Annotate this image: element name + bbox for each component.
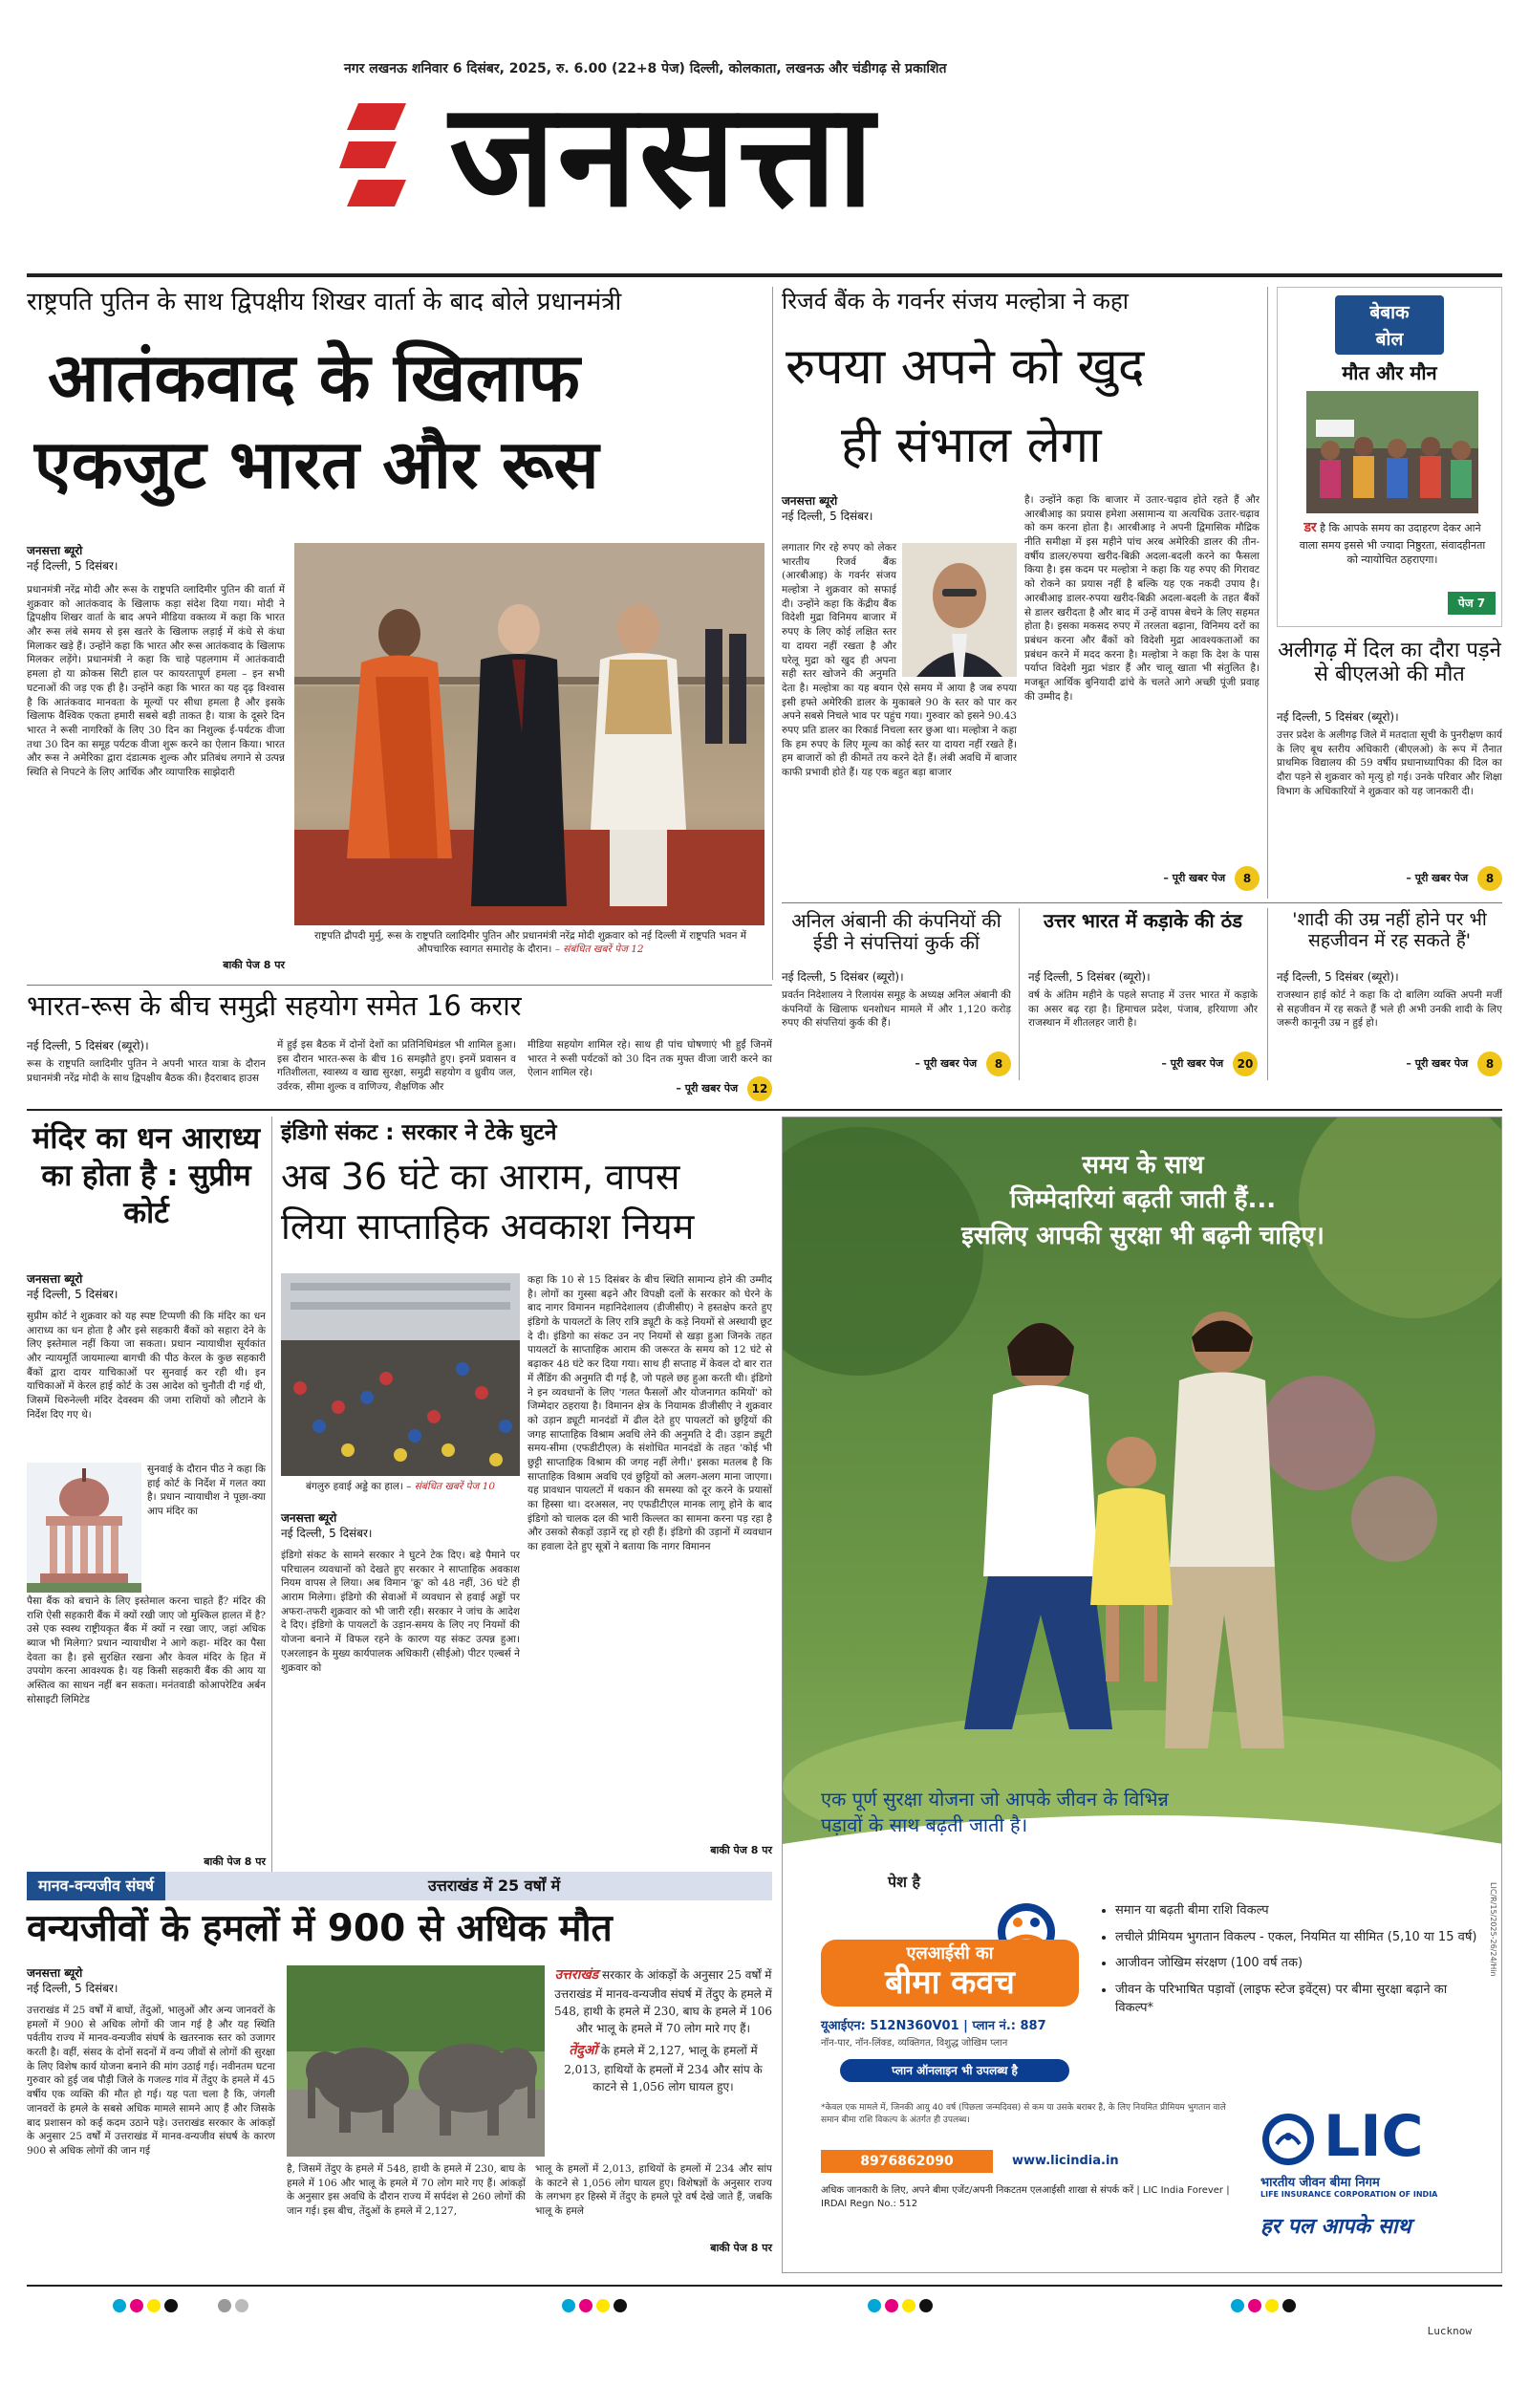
lic-uin: यूआईएन: 512N360V01 | प्लान नं.: 887 [821, 2019, 1046, 2033]
reg-mark-icon [147, 2299, 161, 2312]
rbi-continued-page: 8 [1235, 866, 1260, 891]
wildlife-stats [554, 1965, 772, 2157]
airport-crowd-photo [281, 1273, 520, 1476]
bebak-teaser-text: है कि आपके समय का उदाहरण देकर आने वाला समय इससे भी ज्यादा निष्ठुरता, संवादहीनता को न्यायोचित ठहराएगा। [1299, 522, 1486, 566]
masthead [0, 0, 1529, 272]
temple-dateline: नई दिल्ली, 5 दिसंबर। [27, 1288, 118, 1302]
lead-continued: बाकी पेज 8 पर [223, 959, 285, 971]
column-rule [1267, 908, 1268, 1080]
rbi-continued-text: – पूरी खबर पेज [1163, 872, 1226, 884]
section-rule [782, 902, 1502, 903]
marriage-continued [1277, 1052, 1502, 1076]
wildlife-byline-name: जनसत्ता ब्यूरो [27, 1966, 83, 1980]
blo-headline: अलीगढ़ में दिल का दौरा पड़ने से बीएलओ की मौत [1278, 639, 1501, 687]
lic-ad-background [783, 1117, 1502, 2273]
lic-emblem-icon [1260, 2108, 1316, 2171]
lic-tagline-1: समय के साथ [1082, 1151, 1204, 1180]
blo-continued-page: 8 [1477, 866, 1502, 891]
bebak-teaser-lead: डर [1303, 520, 1317, 535]
indigo-body-col2: कहा कि 10 से 15 दिसंबर के बीच स्थिति सामान्य होने की उम्मीद है। लोगों का गुस्सा बढ़ने और विपक्षी दलों के सरकार को घेरने के बाद नागर विमानन महानिदेशालय (डीजीसीए) ने हस्तक्षेप करते हुए इंडिगो के पायलटों के लिए रात्रि ड्यूटी के कड़े नियमों से अस्थायी छूट दे दी। इंडिगो का संकट उन नए नियमों से खड़ा हुआ जिनके तहत पायलटों के साप्ताहिक आराम की जरूरत के समय को 12 घंटे से बढ़ाकर 48 घंटे कर दिया गया। साथ ही सप्ताह में केवल दो बार रात में लैंडिंग की अनुमति दी गई है, जो पहले छह हुआ करती थी। इंडिगो ने इन व्यवधानों के लिए 'गलत फैसलों और योजनागत कमियों' को जिम्मेदार ठहराया है। विमानन क्षेत्र के नियामक डीजीसीए ने शुक्रवार को उड़ान ड्यूटी मानदंडों में ढील देते हुए पायलटों को छुट्टियों की जगह साप्ताहिक विश्राम अवधि लेने की अनुमति दे दी। उड़ान ड्यूटी समय-सीमा (एफडीटीएल) के संशोधित मानदंडों के तहत 'कोई भी छुट्टी साप्ताहिक विश्राम की जगह नहीं लेगी।' इसका मतलब है कि साप्ताहिक विश्राम अवधि एवं छुट्टियों को अलग-अलग माना जाएगा। यह प्रावधान पायलटों में थकान की समस्या को दूर करने के प्रयासों का हिस्सा था। दरअसल, नए एफडीटीएल मानक लागू होने के बाद इंडिगो को चालक दल की भारी किल्लत का सामना करना पड़ रहा है और उसको सैकड़ों उड़ानें रद्द हो रही हैं। इंडिगो की उड़ानों में व्यवधान का हवाला देते हुए सूत्रों ने बताया कि नागर विमानन [528, 1274, 772, 1553]
bottom-rule [27, 2285, 1502, 2287]
blo-dateline: नई दिल्ली, 5 दिसंबर (ब्यूरो)। [1277, 710, 1399, 724]
masthead-title: जनसत्ता [449, 73, 876, 239]
lead-byline-name: जनसत्ता ब्यूरो [27, 544, 83, 557]
masthead-dateline: नगर लखनऊ शनिवार 6 दिसंबर, 2025, रु. 6.00 (22+8 पेज) दिल्ली, कोलकाता, लखनऊ और चंडीगढ़ से प्रकाशित [344, 61, 947, 76]
lead-headline-line1: आतंकवाद के खिलाफ [48, 338, 580, 417]
reg-mark-icon [235, 2299, 248, 2312]
temple-headline: मंदिर का धन आराध्य का होता है : सुप्रीम कोर्ट [32, 1121, 261, 1230]
lic-disclaimer: *केवल एक मामले में, जिनकी आयु 40 वर्ष (पिछला जन्मदिवस) से कम या उसके बराबर है, के लिए नियमित प्रीमियम भुगतान वाले समान बीमा राशि विकल्प के अंतर्गत ही उपलब्ध। [821, 2103, 1226, 2125]
wildlife-body-col1: उत्तराखंड में 25 वर्षों में बाघों, तेंदुओं, भालुओं और अन्य जानवरों के हमलों में 900 से अधिक लोगों की जान गई है और यह स्थिति पर्वतीय राज्य में मानव-वन्यजीव संघर्ष के खतरनाक स्तर को उजागर करती है। वहीं, संसद के दोनों सदनों में वन्य जीवों से लोगों की सुरक्षा के लिए विशेष कार्य योजना बनाने की मांग उठाई गई। नवीनतम घटना गुरुवार को हुई जब पौड़ी जिले के गजल्ड गांव में तेंदुए के हमले में 45 वर्षीय एक व्यक्ति की मौत हो गई। यह पता चला है कि, जंगली जानवरों के हमले के सबसे अधिक मामले सामने आए हैं और जिसके बाद प्रशासन को कई कदम उठाने पड़े। उत्तराखंड सरकार के आंकड़ों के अनुसार 25 वर्षों में उत्तराखंड में मानव-वन्यजीव संघर्ष के कारण 900 से अधिक लोगों की जान गई [27, 2005, 275, 2157]
wildlife-stat-para1 [554, 1965, 772, 2037]
lic-tagline-2: जिम्मेदारियां बढ़ती जाती हैं... [1009, 1185, 1277, 1214]
temple-byline-name: जनसत्ता ब्यूरो [27, 1272, 83, 1286]
wildlife-byline [27, 1965, 275, 1996]
supreme-court-photo [27, 1463, 141, 1593]
lic-subline: एक पूर्ण सुरक्षा योजना जो आपके जीवन के विभिन्न पड़ावों के साथ बढ़ती जाती है। [821, 1788, 1169, 1836]
indigo-byline-name: जनसत्ता ब्यूरो [281, 1511, 337, 1525]
cold-continued [1028, 1052, 1258, 1076]
rbi-byline-name: जनसत्ता ब्यूरो [782, 494, 838, 508]
bebak-page: पेज 7 [1448, 592, 1496, 615]
bebak-badge-line1: बेबाक [1369, 302, 1410, 323]
reg-mark-icon [919, 2299, 933, 2312]
lead-photo [294, 543, 764, 925]
lead-photo-caption [306, 929, 755, 956]
anil-continued [782, 1052, 1011, 1076]
lead-photo-caption-ref: – संबंधित खबरें पेज 12 [554, 944, 644, 956]
temple-body-side: सुनवाई के दौरान पीठ ने कहा कि हाई कोर्ट के निर्देश में गलत क्या है। प्रधान न्यायाधीश ने पूछा-क्या आप मंदिर का [147, 1464, 266, 1518]
lead-headline-line2: एकजुट भारत और रूस [34, 425, 599, 504]
cold-continued-text: – पूरी खबर पेज [1161, 1057, 1224, 1070]
reg-mark-icon [130, 2299, 143, 2312]
blo-continued [1277, 866, 1502, 891]
color-registration-strip [27, 2296, 1502, 2315]
leaders-photo-illustration [294, 543, 764, 925]
cold-dateline: नई दिल्ली, 5 दिसंबर (ब्यूरो)। [1028, 970, 1151, 984]
maritime-body-col1: रूस के राष्ट्रपति व्लादिमीर पुतिन ने अपनी भारत यात्रा के दौरान प्रधानमंत्री नरेंद्र मोदी के साथ द्विपक्षीय बैठक की। हैदराबाद हाउस [27, 1058, 266, 1084]
wildlife-section-bar [27, 1872, 772, 1900]
reg-mark-icon [1231, 2299, 1244, 2312]
reg-mark-icon [885, 2299, 898, 2312]
temple-body-bottom: पैसा बैंक को बचाने के लिए इस्तेमाल करना चाहते हैं? मंदिर की राशि ऐसी सहकारी बैंक में क्यों रखी जाए जो मुश्किल हालत में है? उसे एक स्वस्थ राष्ट्रीयकृत बैंक में क्यों न रखा जाए, जहां अधिक ब्याज भी मिलेगा? प्रधान न्यायाधीश ने आगे कहा- मंदिर का पैसा देवता का है। इसे सुरक्षित रखना और केवल मंदिर के हित में उपयोग करना आवश्यक है। यह किसी सहकारी बैंक की आय या अस्तित्व का साधन नहीं बन सकता। मनंतवाडी कोआपरेटिव अर्बन सोसाइटी लिमिटेड [27, 1595, 266, 1705]
indigo-continued: बाकी पेज 8 पर [710, 1844, 772, 1856]
indigo-photo-caption-text: बंगलुरु हवाई अड्डे का हाल। – [305, 1481, 412, 1492]
lic-ad [782, 1117, 1502, 2273]
column-rule [772, 287, 773, 980]
maritime-continued-text: – पूरी खबर पेज [676, 1082, 739, 1095]
masthead-rule [27, 273, 1502, 277]
indigo-photo-caption [281, 1480, 520, 1493]
bebak-badge-line2: बोल [1375, 329, 1404, 350]
city-mark: Lucknow [1427, 2325, 1472, 2337]
reg-mark-icon [1248, 2299, 1261, 2312]
indigo-byline [281, 1510, 520, 1541]
maritime-headline: भारत-रूस के बीच समुद्री सहयोग समेत 16 करार [27, 989, 522, 1022]
bebak-photo [1306, 391, 1478, 513]
maritime-continued [528, 1076, 772, 1101]
lic-feature: • जीवन के परिभाषित पड़ावों (लाइफ स्टेज इवेंट्स) पर बीमा सुरक्षा बढ़ाने का विकल्प* [1115, 1981, 1480, 2018]
lic-website[interactable]: www.licindia.in [1012, 2154, 1119, 2168]
reg-mark-icon [614, 2299, 627, 2312]
lic-phone[interactable]: 8976862090 [821, 2150, 993, 2173]
rbi-body-col1 [782, 541, 1017, 893]
wildlife-stat-lead2: तेंदुओं [569, 2043, 598, 2058]
lic-hindi: भारतीय जीवन बीमा निगम [1260, 2176, 1380, 2190]
wildlife-body-col3: भालू के हमलों में 2,013, हाथियों के हमलों में 234 और सांप के काटने से 1,056 लोग घायल हुए। विशेषज्ञों के अनुसार राज्य के लगभग हर हिस्से में तेंदुए के हमले पूरे वर्ष देखे जाते हैं, जबकि भालू के हमले [535, 2163, 772, 2218]
blo-body: उत्तर प्रदेश के अलीगढ़ जिले में मतदाता सूची के पुनरीक्षण कार्य के लिए बूथ स्तरीय अधिकारी (बीएलओ) के रूप में तैनात प्राथमिक विद्यालय की 59 वर्षीय प्रधानाध्यापिका की दिल का दौरा पड़ने से शुक्रवार को मृत्यु हो गई। उनके परिवार और शिक्षा विभाग के अधिकारियों ने शुक्रवार को यह जानकारी दी। [1277, 729, 1502, 797]
lic-feature: • आजीवन जोखिम संरक्षण (100 वर्ष तक) [1115, 1954, 1480, 1973]
lead-kicker: राष्ट्रपति पुतिन के साथ द्विपक्षीय शिखर वार्ता के बाद बोले प्रधानमंत्री [27, 288, 622, 316]
lic-plan-line1: एलआईसी का [906, 1943, 994, 1963]
cold-body: वर्ष के अंतिम महीने के पहले सप्ताह में उत्तर भारत में कड़ाके का असर बढ़ रहा है। हिमाचल प्रदेश, पंजाब, हरियाणा और राजस्थान में शीतलहर जारी है। [1028, 989, 1258, 1030]
bima-kavach-logo [821, 1901, 1079, 2007]
rbi-byline [782, 493, 1011, 524]
blo-continued-text: – पूरी खबर पेज [1406, 872, 1469, 884]
indigo-body-col1: इंडिगो संकट के सामने सरकार ने घुटने टेक दिए। बड़े पैमाने पर परिचालन व्यवधानों को देखते हुए सरकार ने साप्ताहिक अवकाश नियम वापस ले लिया। अब विमान 'क्रू' को 48 नहीं, 36 घंटे ही आराम मिलेगा। इंडिगो की सेवाओं में व्यवधान से हवाई अड्डों पर अफरा-तफरी शुक्रवार को भी जारी रही। सरकार ने जांच के आदेश दे दिए। इंडिगो के पायलटों के उड़ान-समय के लिए नए नियमों की योजना बनाने में विफल रहने के कारण यह संकट उत्पन्न हुआ। एअरलाइन के मुख्य कार्यपालक अधिकारी (सीईओ) पीटर एल्बर्स ने शुक्रवार को [281, 1550, 520, 1674]
reg-mark-icon [164, 2299, 178, 2312]
lic-ref-code: LIC/R/15/2025-26/24/Hin [1489, 1882, 1497, 1977]
rbi-governor-portrait [902, 543, 1017, 677]
column-rule [1019, 908, 1020, 1080]
section-rule-thick [27, 1109, 1502, 1111]
rbi-kicker: रिजर्व बैंक के गवर्नर संजय मल्होत्रा ने कहा [782, 288, 1129, 315]
cold-headline: उत्तर भारत में कड़ाके की ठंड [1043, 909, 1242, 932]
temple-continued: बाकी पेज 8 पर [204, 1855, 266, 1868]
wildlife-dateline: नई दिल्ली, 5 दिसंबर। [27, 1982, 118, 1996]
wildlife-kicker: उत्तराखंड में 25 वर्षों में [428, 1877, 561, 1895]
reg-mark-icon [596, 2299, 610, 2312]
marriage-continued-text: – पूरी खबर पेज [1406, 1057, 1469, 1070]
maritime-body-col2: में हुई इस बैठक में दोनों देशों का प्रतिनिधिमंडल भी शामिल हुआ। इस दौरान भारत-रूस के बीच 16 समझौते हुए। इनमें प्रवासन व गतिशीलता, स्वास्थ्य व खाद्य सुरक्षा, समुद्री सहयोग व ध्रुवीय जल, उर्वरक, सीमा शुल्क व वाणिज्य, शैक्षणिक और [277, 1039, 516, 1094]
lead-dateline: नई दिल्ली, 5 दिसंबर। [27, 559, 118, 574]
section-rule [27, 985, 772, 986]
anil-continued-page: 8 [986, 1052, 1011, 1076]
wildlife-stat-text2: के हमले में 2,127, भालू के हमलों में 2,013, हाथियों के हमलों में 234 और सांप के काटने से 1,056 लोग घायल हुए। [564, 2044, 763, 2093]
rbi-headline-line1: रुपया अपने को खुद [786, 338, 1145, 396]
lic-footer: अधिक जानकारी के लिए, अपने बीमा एजेंट/अपनी निकटतम एलआईसी शाखा से संपर्क करें | LIC India Forever | IRDAI Regn No.: 512 [821, 2185, 1230, 2209]
lic-plan-line2: बीमा कवच [885, 1963, 1015, 2002]
lead-photo-caption-text: राष्ट्रपति द्रौपदी मुर्मु, रूस के राष्ट्रपति व्लादिमीर पुतिन और प्रधानमंत्री नरेंद्र मोदी शुक्रवार को नई दिल्ली में राष्ट्रपति भवन में औपचारिक स्वागत समारोह के दौरान। [313, 930, 747, 956]
wildlife-body-col2: है, जिसमें तेंदुए के हमले में 548, हाथी के हमले में 230, बाघ के हमले में 106 और भालू के हमले में 70 लोग मारे गए हैं। आंकड़ों के अनुसार इस अवधि के दौरान राज्य में सर्पदंश से 260 लोगों की जान गई। इस बीच, तेंदुओं के हमले में 2,127, [287, 2163, 526, 2218]
indigo-dateline: नई दिल्ली, 5 दिसंबर। [281, 1527, 373, 1541]
reg-mark-icon [562, 2299, 575, 2312]
marriage-continued-page: 8 [1477, 1052, 1502, 1076]
anil-dateline: नई दिल्ली, 5 दिसंबर (ब्यूरो)। [782, 970, 904, 984]
marriage-dateline: नई दिल्ली, 5 दिसंबर (ब्यूरो)। [1277, 970, 1399, 984]
reg-mark-icon [113, 2299, 126, 2312]
marriage-body: राजस्थान हाई कोर्ट ने कहा कि दो बालिग व्यक्ति अपनी मर्जी से सहजीवन में रह सकते हैं भले ही अभी उनकी शादी के लिए जरूरी कानूनी उम्र न हुई हो। [1277, 989, 1502, 1030]
temple-body-top: सुप्रीम कोर्ट ने शुक्रवार को यह स्पष्ट टिप्पणी की कि मंदिर का धन आराध्य का धन होता है और इसे सहकारी बैंकों को सहारा देने के लिए इस्तेमाल नहीं किया जा सकता। प्रधान न्यायाधीश सूर्यकांत और न्यायमूर्ति जायमाल्या बागची की पीठ केरल के कुछ सहकारी बैंकों द्वारा दायर याचिकाओं पर सुनवाई कर रही थी। इन याचिकाओं में केरल हाई कोर्ट के उस आदेश को चुनौती दी गई थी, जिसमें थिरुनेल्ली मंदिर देवस्वम की जमा राशियों को लौटाने के निर्देश दिए गए थे। [27, 1311, 266, 1421]
wildlife-stat-text1: सरकार के आंकड़ों के अनुसार 25 वर्षों में उत्तराखंड में मानव-वन्यजीव संघर्ष में तेंदुए के हमले में 548, हाथी के हमले में 230, बाघ के हमले में 106 और भालू के हमले में 70 लोग मारे गए हैं। [554, 1968, 772, 2035]
temple-byline [27, 1271, 266, 1302]
lic-tagline-3: इसलिए आपकी सुरक्षा भी बढ़नी चाहिए। [961, 1222, 1324, 1250]
indigo-headline-line1: अब 36 घंटे का आराम, वापस [281, 1156, 680, 1198]
rbi-body-col1-text: लगातार गिर रहे रुपए को लेकर भारतीय रिजर्व बैंक (आरबीआइ) के गवर्नर संजय मल्होत्रा ने शुक्रवार को सफाई दी। उन्होंने कहा कि केंद्रीय बैंक विदेशी मुद्रा विनिमय बाजार में रुपए के लिए कोई लक्षित स्तर या दायरा नहीं रखता है और घरेलू मुद्रा को खुद ही अपना सही स्तर खोजने की अनुमति देता है। मल्होत्रा का यह बयान ऐसे समय में आया है जब रुपया इसी हफ्ते अमेरिकी डालर के मुकाबले 90 के स्तर को पार कर अपने सबसे निचले भाव पर पहुंच गया। गुरुवार को इसने 90.43 रुपए प्रति डालर का रिकार्ड निचला स्तर छुआ था। मल्होत्रा ने कहा कि हम रुपए के लिए मूल्य का कोई स्तर या दायरा नहीं रखते हैं। हम बाजारों को ही कीमतें तय करने देते हैं। लंबी अवधि में बाजार काफी प्रभावी होते हैं। यह एक बहुत बड़ा बाजार [782, 542, 1017, 778]
column-rule [271, 1117, 272, 1872]
lead-body: प्रधानमंत्री नरेंद्र मोदी और रूस के राष्ट्रपति व्लादिमीर पुतिन की वार्ता में शुक्रवार को आतंकवाद के खिलाफ कड़ा संदेश दिया गया। मोदी ने द्विपक्षीय शिखर वार्ता के बाद अपने मीडिया वक्तव्य में कहा कि भारत और रूस लंबे समय से इस खतरे के खिलाफ लड़ाई में कंधे से कंधा मिलाकर खड़े हैं। उन्होंने कहा कि भारत और रूस आतंकवाद के खिलाफ मिलकर लड़ेंगे। प्रधानमंत्री ने कहा कि चाहे पहलगाम में आतंकवादी हमला हो या क्रोकस सिटी हाल पर कायरतापूर्ण हमला – इन सभी घटनाओं की जड़ एक ही है। उन्होंने कहा कि भारत का यह दृढ़ विश्वास है कि आतंकवाद मानवता के मूल्यों पर सीधा हमला है और इसके खिलाफ वैश्विक एकता हमारी सबसे बड़ी ताकत है। यात्रा के दूसरे दिन भारत ने रूसी नागरिकों के लिए 30 दिन का निशुल्क ई-पर्यटक वीजा तथा 30 दिन का समूह पर्यटक वीजा शुरू करने का ऐलान किया। भारत और रूस ने अमेरिका द्वारा दंडात्मक शुल्क और प्रतिबंध लगाने से उत्पन्न स्थिति से निपटने के लिए आर्थिक और व्यापारिक साझेदारी [27, 584, 285, 778]
wildlife-stat-para2 [554, 2041, 772, 2095]
reg-mark-icon [902, 2299, 915, 2312]
lic-tagline: हर पल आपके साथ [1260, 2215, 1411, 2239]
lic-brand: LIC [1324, 2103, 1424, 2170]
lic-plan-type: नॉन-पार, नॉन-लिंक्ड, व्यक्तिगत, विशुद्ध जोखिम प्लान [821, 2038, 1008, 2049]
wildlife-section-label: मानव-वन्यजीव संघर्ष [27, 1872, 165, 1900]
wildlife-headline: वन्यजीवों के हमलों में 900 से अधिक मौत [27, 1907, 613, 1950]
reg-mark-icon [868, 2299, 881, 2312]
cold-continued-page: 20 [1233, 1052, 1258, 1076]
rbi-body-col2: है। उन्होंने कहा कि बाजार में उतार-चढ़ाव होते रहते हैं और आरबीआइ का प्रयास हमेशा असामान्य या अत्यधिक उतार-चढ़ाव को कम करना होता है। आरबीआइ ने अपनी द्विमासिक मौद्रिक नीति समीक्षा में इस महीने पांच अरब अमेरिकी डालर की तीन-वर्षीय डालर/रुपया खरीद-बिक्री अदला-बदली करने का फैसला किया है। इस कदम पर मल्होत्रा ने कहा कि यह रुपए की गिरावट को रोकने का प्रयास नहीं है बल्कि यह एक नकदी उपाय है। आरबीआइ डालर-रुपया खरीद-बिक्री अदला-बदली के तहत बैंकों से डालर खरीदता है और बाद में उन्हें वापस बेचने के लिए सहमत होता है। इसका मकसद रुपए में तरलता बढ़ाना, विनिमय दरों का प्रबंधन करना और बैंकों को विदेशी मुद्रा आवश्यकताओं का प्रबंधन करने में मदद करना है। मल्होत्रा ने कहा कि देश के पास पर्याप्त विदेशी मुद्रा भंडार हैं और चालू खाता भी संतुलित है। मजबूत आर्थिक बुनियादी ढांचे के चलते आगे अच्छी पूंजी प्रवाह की उम्मीद है। [1024, 494, 1260, 703]
reg-mark-icon [218, 2299, 231, 2312]
marriage-headline: 'शादी की उम्र नहीं होने पर भी सहजीवन में रह सकते हैं' [1292, 909, 1487, 951]
lic-online[interactable]: प्लान ऑनलाइन भी उपलब्ध है [840, 2059, 1069, 2082]
bebak-teaser [1297, 519, 1488, 588]
rbi-continued [1024, 866, 1260, 891]
anil-continued-text: – पूरी खबर पेज [915, 1057, 978, 1070]
lic-feature: • समान या बढ़ती बीमा राशि विकल्प [1115, 1901, 1480, 1920]
lic-english: LIFE INSURANCE CORPORATION OF INDIA [1260, 2190, 1438, 2199]
rbi-headline-line2: ही संभाल लेगा [841, 417, 1102, 474]
maritime-dateline: नई दिल्ली, 5 दिसंबर (ब्यूरो)। [27, 1039, 149, 1052]
lic-features [1098, 1901, 1480, 2018]
reg-mark-icon [1282, 2299, 1296, 2312]
reg-mark-icon [1265, 2299, 1279, 2312]
lic-brand-box [1260, 2102, 1480, 2207]
lic-feature: • लचीले प्रीमियम भुगतान विकल्प - एकल, नियमित या सीमित (5,10 या 15 वर्ष) [1115, 1928, 1480, 1947]
anil-headline: अनिल अंबानी की कंपनियों की ईडी ने संपत्तियां कुर्क कीं [791, 909, 1001, 954]
bebak-box [1277, 287, 1502, 627]
wildlife-continued: बाकी पेज 8 पर [710, 2242, 772, 2254]
anil-body: प्रवर्तन निदेशालय ने रिलायंस समूह के अध्यक्ष अनिल अंबानी की कंपनियों के खिलाफ धनशोधन मामले में और 1,120 करोड़ रुपए की संपत्तियां कुर्क की हैं। [782, 989, 1011, 1030]
bebak-badge [1335, 295, 1444, 355]
lead-byline [27, 543, 285, 574]
bebak-title: मौत और मौन [1342, 361, 1437, 384]
reg-mark-icon [579, 2299, 592, 2312]
maritime-body-col3: मीडिया सहयोग शामिल रहे। साथ ही पांच घोषणाएं भी हुईं जिनमें भारत ने रूसी पर्यटकों को 30 दिन तक मुफ्त वीजा जारी करने का ऐलान शामिल रहे। [528, 1039, 772, 1079]
jansatta-logo-mark [339, 92, 444, 211]
rbi-dateline: नई दिल्ली, 5 दिसंबर। [782, 510, 873, 524]
indigo-kicker: इंडिगो संकट : सरकार ने टेके घुटने [281, 1120, 557, 1145]
indigo-photo-caption-ref: संबंधित खबरें पेज 10 [414, 1481, 496, 1492]
lic-presents: पेश है [888, 1873, 921, 1891]
indigo-headline-line2: लिया साप्ताहिक अवकाश नियम [281, 1205, 695, 1247]
wildlife-stat-lead: उत्तराखंड [554, 1967, 599, 1983]
maritime-continued-page: 12 [747, 1076, 772, 1101]
elephants-photo [287, 1965, 545, 2157]
column-rule [1267, 287, 1268, 899]
